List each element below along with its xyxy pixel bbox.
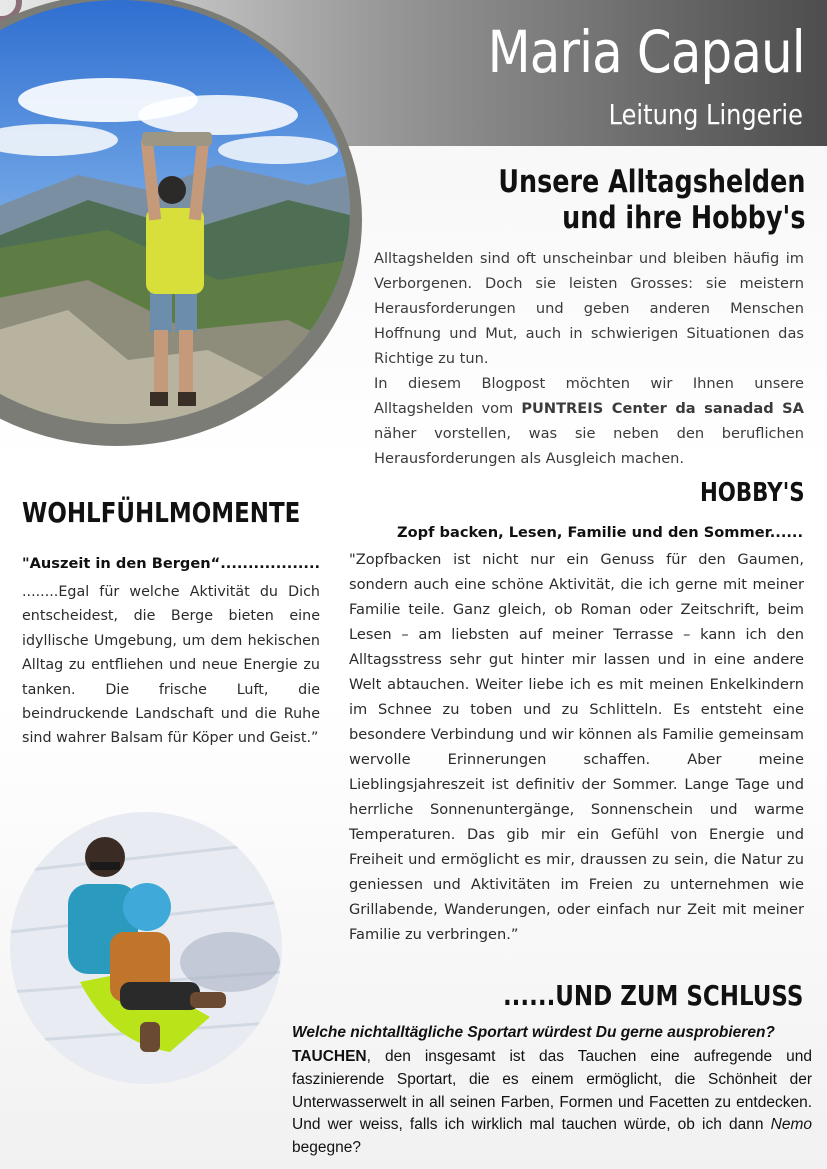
sledding-photo: [10, 812, 282, 1084]
wohlfuehl-heading: WOHLFÜHLMOMENTE: [22, 496, 301, 529]
intro-p2-end: näher vorstellen, was sie neben den beruflichen Herausforderungen als Ausgleich machen.: [374, 425, 804, 467]
schluss-heading: ......UND ZUM SCHLUSS: [502, 979, 803, 1012]
answer-end: begegne?: [292, 1139, 361, 1157]
person-name: Maria Capaul: [487, 18, 805, 86]
hobbys-body: "Zopfbacken ist nicht nur ein Genuss für den Gaumen, sondern auch eine schöne Aktivität, die ich gerne mit meiner Familie teile. Ganz gleich, ob Roman oder Zeitschrift, beim Lesen – am liebsten auf meiner Terrasse – kann ich den Alltagsstress sehr gut hinter mir lassen und in eine andere Welt abtauchen. Weiter liebe ich es mit meinen Enkelkindern im Schnee zu toben und zu Schlitteln. Es entsteht eine besondere Verbindung und wir können als Familie gemeinsam wervolle Erinnerungen schaffen. Aber meine Lieblingsjahreszeit ist definitiv der Sommer. Lange Tage und herrliche Sonnenuntergänge, Sonnenschein und warme Temperaturen. Das gib mir ein Gefühl von Energie und Freiheit und ermöglicht es mir, draussen zu sein, die Natur zu geniessen und Aktivitäten im Freien zu unternehmen wie Grillabende, Wanderungen, oder einfach nur Zeit mit meiner Familie zu verbringen.”: [349, 551, 804, 943]
closing-question: Welche nichtalltägliche Sportart würdest Du gerne ausprobieren?: [292, 1024, 775, 1041]
person-role: Leitung Lingerie: [608, 98, 803, 131]
hobbys-heading: HOBBY'S: [700, 478, 805, 508]
intro-text: [374, 246, 804, 471]
answer-keyword: TAUCHEN: [292, 1048, 367, 1065]
intro-paragraph-2: [374, 371, 804, 471]
closing-answer: [292, 1046, 812, 1160]
main-title-line1: Unsere Alltagshelden: [497, 164, 805, 200]
hobbys-subtitle: Zopf backen, Lesen, Familie und den Sommer......: [397, 524, 803, 541]
quote-title: "Auszeit in den Bergen“..................: [22, 555, 321, 572]
company-name: PUNTREIS Center da sanadad SA: [521, 400, 804, 417]
answer-text: , den insgesamt ist das Tauchen eine aufregende und faszinierende Sportart, die es einem ermöglicht, die Schönheit der Unterwasserwelt in all seinen Farben, Formen und Facetten zu entdecken. Und wer weiss, falls ich wirklich mal tauchen würde, ob ich dann: [292, 1048, 812, 1134]
main-title: [498, 164, 805, 236]
intro-p2-start: In diesem Blogpost möchten wir Ihnen unsere Alltagshelden vom: [374, 375, 804, 417]
intro-paragraph-1: Alltagshelden sind oft unscheinbar und bleiben häufig im Verborgenen. Doch sie leisten Grosses: sie meistern Herausforderungen und geben anderen Menschen Hoffnung und Mut, auch in schwierigen Situationen das Richtige zu tun.: [374, 250, 804, 367]
answer-nemo: Nemo: [770, 1116, 812, 1134]
main-title-line2: und ihre Hobby's: [561, 200, 805, 236]
quote-body: ........Egal für welche Aktivität du Dich entscheidest, die Berge bieten eine idyllische Umgebung, um dem hekischen Alltag zu entfliehen und neue Energie zu tanken. Die frische Luft, die beindruckende Landschaft und die Ruhe sind wahrer Balsam für Köper und Geist.”: [22, 584, 320, 747]
